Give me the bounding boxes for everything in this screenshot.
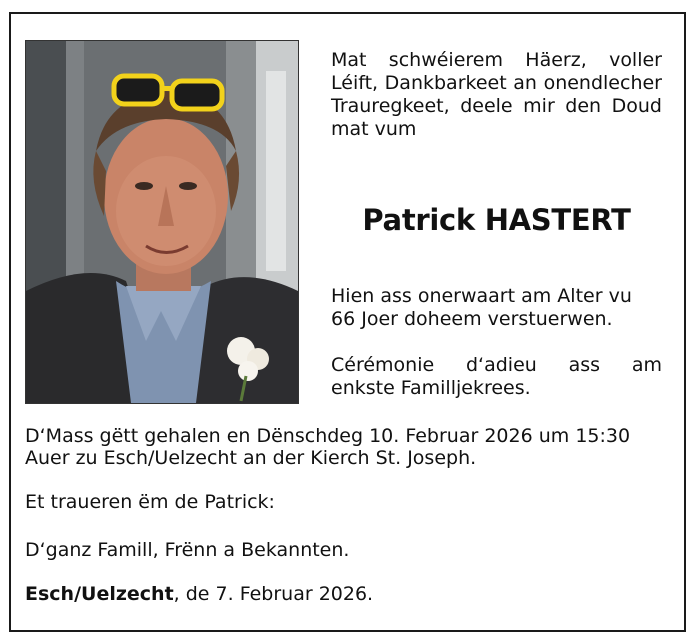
deceased-name: Patrick HASTERT <box>362 203 631 237</box>
portrait-photo <box>25 40 299 404</box>
intro-text: Mat schwéierem Häerz, voller Léift, Dankbarkeet an onendlecher Trauregkeet, deele mir den Doud mat vum <box>331 49 662 140</box>
ceremony-line-2: enkste Familljekrees. <box>331 377 531 399</box>
death-notice: Hien ass onerwaart am Alter vu 66 Joer doheem verstuerwen. <box>331 285 632 330</box>
signoff <box>25 583 373 605</box>
mourners-heading: Et traueren ëm de Patrick: <box>25 491 275 513</box>
signoff-date: , de 7. Februar 2026. <box>173 583 374 605</box>
mass-line-1: D‘Mass gëtt gehalen en Dënschdeg 10. Februar 2026 um 15:30 <box>25 425 631 447</box>
ceremony-line-1: Cérémonie d‘adieu ass am <box>331 354 662 376</box>
signoff-place: Esch/Uelzecht <box>25 583 174 605</box>
mass-details <box>25 425 675 469</box>
mourners-list: D‘ganz Famill, Frënn a Bekannten. <box>25 539 350 561</box>
mass-line-2: Auer zu Esch/Uelzecht an der Kierch St. Joseph. <box>25 447 477 469</box>
ceremony-text <box>331 354 662 400</box>
